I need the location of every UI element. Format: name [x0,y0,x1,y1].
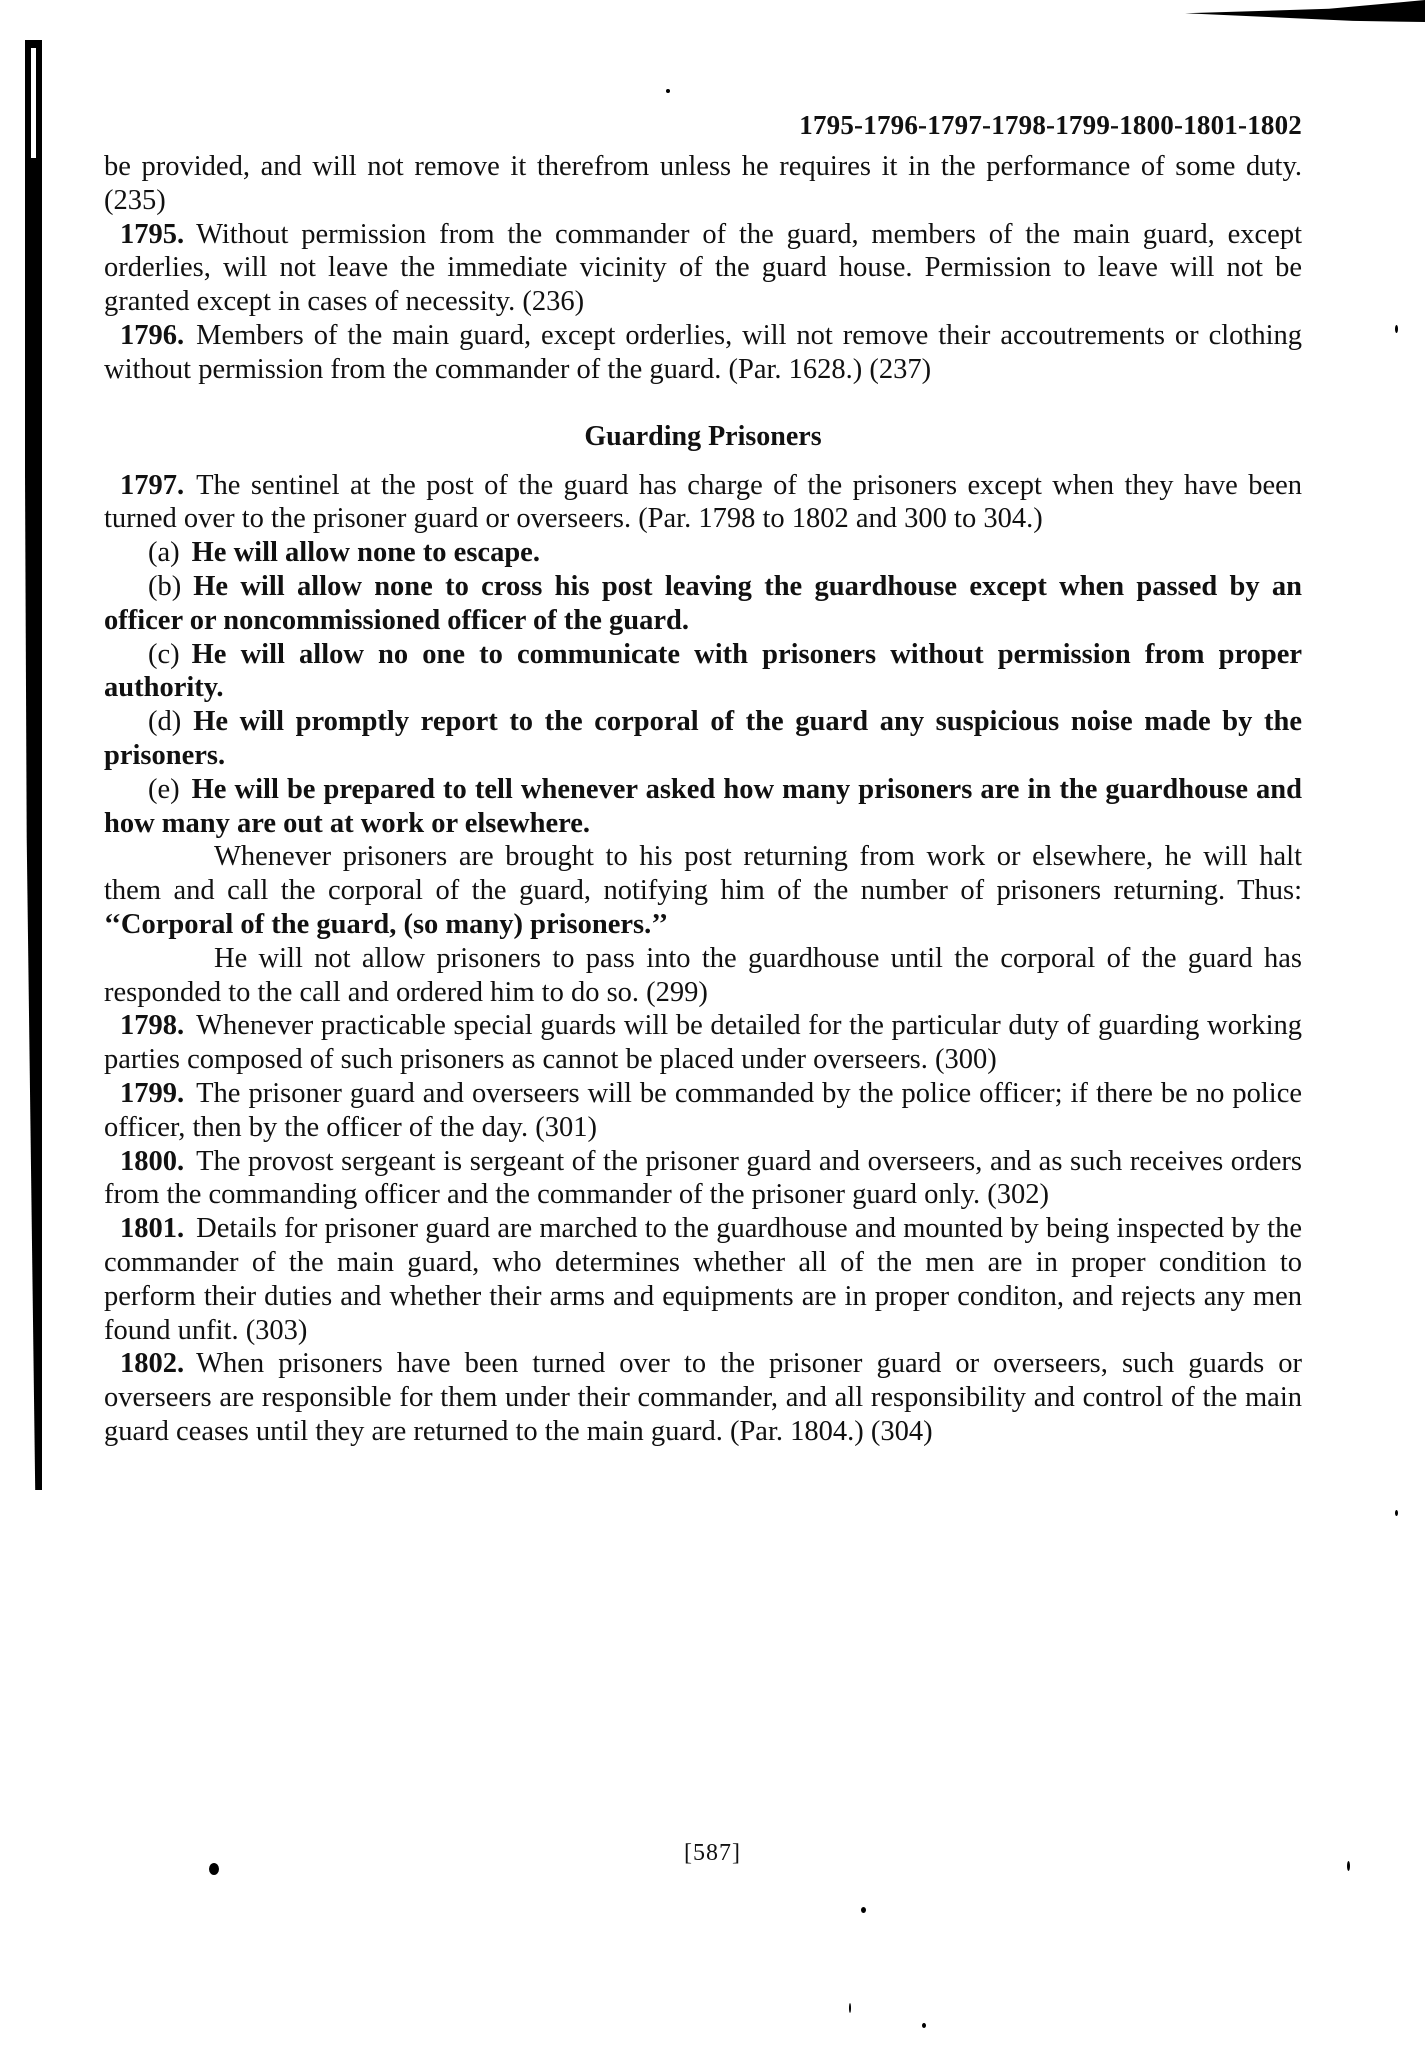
paragraph-number: 1795. [120,218,185,250]
sub-item-label: (e) [148,773,180,805]
paragraph-1795 [104,218,1302,319]
paragraph-number: 1800. [120,1145,185,1177]
sub-item-e [104,773,1302,841]
page-number: [587] [684,1840,741,1866]
sub-item-text: He will be prepared to tell whenever asked how many prisoners are in the guardhouse and how many are out at work or elsewhere. [104,773,1302,839]
paragraph-number: 1799. [120,1077,185,1109]
sub-item-c [104,638,1302,706]
paragraph-text: Whenever practicable special guards will be detailed for the particular duty of guarding working parties composed of such prisoners as cannot be placed under overseers. (300) [104,1010,1302,1076]
paragraph-1800 [104,1145,1302,1213]
sub-item-a [104,536,1302,570]
paragraph-1797 [104,469,1302,537]
paragraph-number: 1798. [120,1010,185,1042]
returning-text: Whenever prisoners are brought to his post returning from work or elsewhere, he will halt them and call the corporal of the guard, notifying him of the number of prisoners returning. Thus: [104,841,1302,907]
paragraph-text: The sentinel at the post of the guard has charge of the prisoners except when they have been turned over to the prisoner guard or overseers. (Par. 1798 to 1802 and 300 to 304.) [104,469,1302,535]
scan-binding-gap [31,48,36,158]
paragraph-text: The provost sergeant is sergeant of the prisoner guard and overseers, and as such receives orders from the commanding officer and the commander of the prisoner guard only. (302) [104,1145,1302,1211]
running-head: 1795-1796-1797-1798-1799-1800-1801-1802 [799,110,1302,140]
document-page [104,110,1302,1449]
paragraph-text: Members of the main guard, except orderlies, will not remove their accoutrements or clothing without permission from the commander of the guard. (Par. 1628.) (237) [104,319,1302,385]
sub-item-text: He will promptly report to the corporal of the guard any suspicious noise made by the prisoners. [104,706,1302,771]
section-title: Guarding Prisoners [584,420,822,452]
scan-corner-artifact [1185,0,1425,22]
paragraph-number: 1801. [120,1213,185,1245]
sub-item-text: He will allow none to cross his post leaving the guardhouse except when passed by an officer or noncommissioned officer of the guard. [104,570,1302,636]
returning-prisoners-paragraph [104,840,1302,941]
returning-call-quote: ‘‘Corporal of the guard, (so many) prisoners.’’ [104,908,669,940]
continuation-paragraph: be provided, and will not remove it therefrom unless he requires it in the performance of some duty. (235) [104,151,1302,216]
sub-item-d [104,705,1302,773]
scan-speck [922,2023,926,2028]
paragraph-1799 [104,1077,1302,1145]
sub-item-text: He will allow none to escape. [191,537,540,569]
sub-item-label: (c) [148,638,180,670]
pass-into-guardhouse-paragraph: He will not allow prisoners to pass into the guardhouse until the corporal of the guard has responded to the call and ordered him to do so. (299) [104,942,1302,1008]
scan-speck [849,2003,851,2013]
paragraph-text: The prisoner guard and overseers will be commanded by the police officer; if there be no police officer, then by the officer of the day. (301) [104,1077,1302,1143]
paragraph-text: Details for prisoner guard are marched to the guardhouse and mounted by being inspected by the commander of the main guard, who determines whether all of the men are in proper condition to perform their duties and whether their arms and equipments are in proper conditon, and rejects any men found unfit. (303) [104,1213,1302,1346]
paragraph-number: 1796. [120,319,185,351]
scan-speck [666,89,670,93]
sub-item-label: (b) [148,570,182,602]
sub-item-text: He will allow no one to communicate with prisoners without permission from proper authority. [104,638,1302,704]
scan-speck [1395,1510,1398,1516]
sub-item-b [104,570,1302,638]
paragraph-1798 [104,1009,1302,1077]
scan-binding-edge [25,40,42,1490]
paragraph-number: 1797. [120,469,185,501]
paragraph-number: 1802. [120,1348,185,1380]
paragraph-text: Without permission from the commander of the guard, members of the main guard, except orderlies, will not leave the immediate vicinity of the guard house. Permission to leave will not be granted except in cases of necessity. (236) [104,218,1302,318]
scan-speck [861,1907,866,1913]
sub-item-label: (a) [148,537,180,569]
paragraph-text: When prisoners have been turned over to the prisoner guard or overseers, such guards or overseers are responsible for them under their commander, and all responsibility and control of the main guard ceases until they are returned to the main guard. (Par. 1804.) (304) [104,1348,1302,1447]
paragraph-1801 [104,1212,1302,1347]
sub-item-label: (d) [148,706,182,738]
paragraph-1802 [104,1347,1302,1448]
scan-speck [1395,325,1398,333]
paragraph-1796 [104,319,1302,387]
